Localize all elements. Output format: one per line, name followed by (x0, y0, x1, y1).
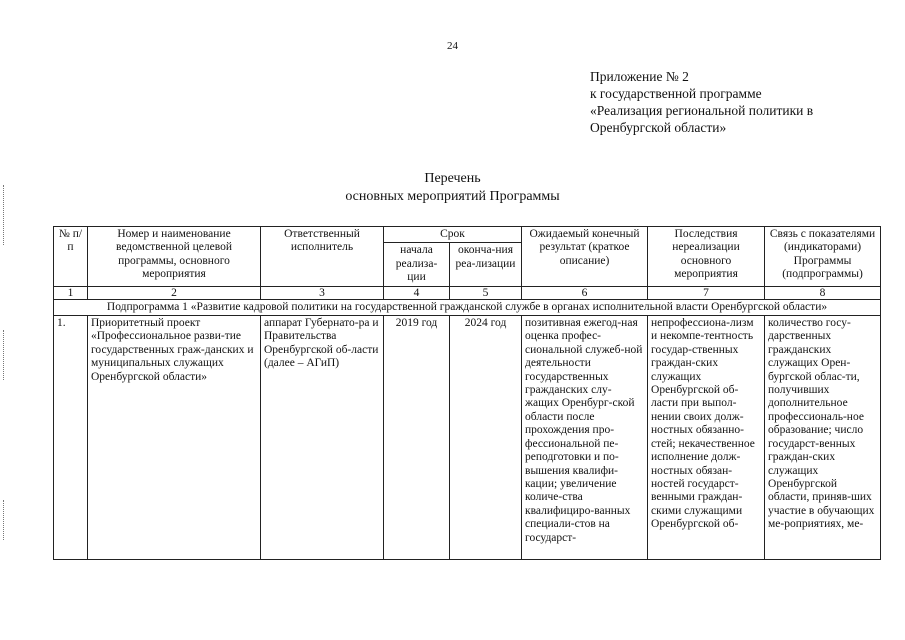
header-result: Ожидаемый конечный результат (краткое описание) (522, 227, 648, 287)
appendix-line: Оренбургской области» (590, 120, 727, 135)
header-consequences: Последствия нереализации основного мероприятия (648, 227, 765, 287)
subprogram-title: Подпрограмма 1 «Развитие кадровой политики на государственной гражданской службе в органах исполнительной власти Оренбургской области» (54, 299, 881, 315)
header-end: оконча-ния реа-лизации (450, 243, 522, 286)
scan-margin-mark (3, 500, 6, 540)
header-term: Срок (384, 227, 522, 243)
activities-table (53, 226, 881, 560)
column-number: 1 (54, 286, 88, 299)
appendix-line: «Реализация региональной политики в (590, 103, 814, 118)
appendix-line: Приложение № 2 (590, 69, 689, 84)
document-title (0, 170, 905, 206)
row-executor: аппарат Губернато-ра и Правительства Оренбургской об-ласти (далее – АГиП) (261, 316, 384, 560)
column-number: 7 (648, 286, 765, 299)
table-row (54, 316, 881, 560)
row-indicators: количество госу-дарственных гражданских служащих Орен-бургской облас-ти, получивших дополнительное профессиональ-ное образование; число государст-венных граждан-ских служащих Оренбургской области, приняв-ших участие в обучающих ме-роприятиях, ме- (765, 316, 881, 560)
scan-margin-mark (3, 185, 6, 245)
column-number: 3 (261, 286, 384, 299)
page-number: 24 (447, 40, 458, 52)
row-activity-name: Приоритетный проект «Профессиональное разви-тие государственных граж-данских и муниципальных служащих Оренбургской области» (88, 316, 261, 560)
row-consequences: непрофессиона-лизм и некомпе-тентность государ-ственных граждан-ских служащих Оренбургской об-ласти при выпол-нении своих долж-ностных обязанно-стей; некачественное исполнение долж-ностных обязан-ностей государст-венными граждан-скими служащими Оренбургской об- (648, 316, 765, 560)
header-indicators: Связь с показателями (индикаторами) Программы (подпрограммы) (765, 227, 881, 287)
column-number-row (54, 286, 881, 299)
appendix-heading (590, 68, 890, 136)
column-number: 8 (765, 286, 881, 299)
subprogram-row (54, 299, 881, 315)
header-num: № п/п (54, 227, 88, 287)
column-number: 5 (450, 286, 522, 299)
column-number: 4 (384, 286, 450, 299)
title-line-1: Перечень (424, 171, 481, 186)
row-number: 1. (54, 316, 88, 560)
title-line-2: основных мероприятий Программы (345, 189, 560, 204)
header-name: Номер и наименование ведомственной целевой программы, основного мероприятия (88, 227, 261, 287)
appendix-line: к государственной программе (590, 86, 762, 101)
column-number: 6 (522, 286, 648, 299)
column-number: 2 (88, 286, 261, 299)
row-expected-result: позитивная ежегод-ная оценка профес-сиональной служеб-ной деятельности государственных гражданских слу-жащих Оренбург-ской области после прохождения про-фессиональной пе-реподготовки и по-вышения квалифи-кации; увеличение количе-ства квалифициро-ванных специали-стов на государст- (522, 316, 648, 560)
row-end-year: 2024 год (450, 316, 522, 560)
header-executor: Ответственный исполнитель (261, 227, 384, 287)
row-start-year: 2019 год (384, 316, 450, 560)
scan-margin-mark (3, 330, 6, 380)
header-start: начала реализа-ции (384, 243, 450, 286)
